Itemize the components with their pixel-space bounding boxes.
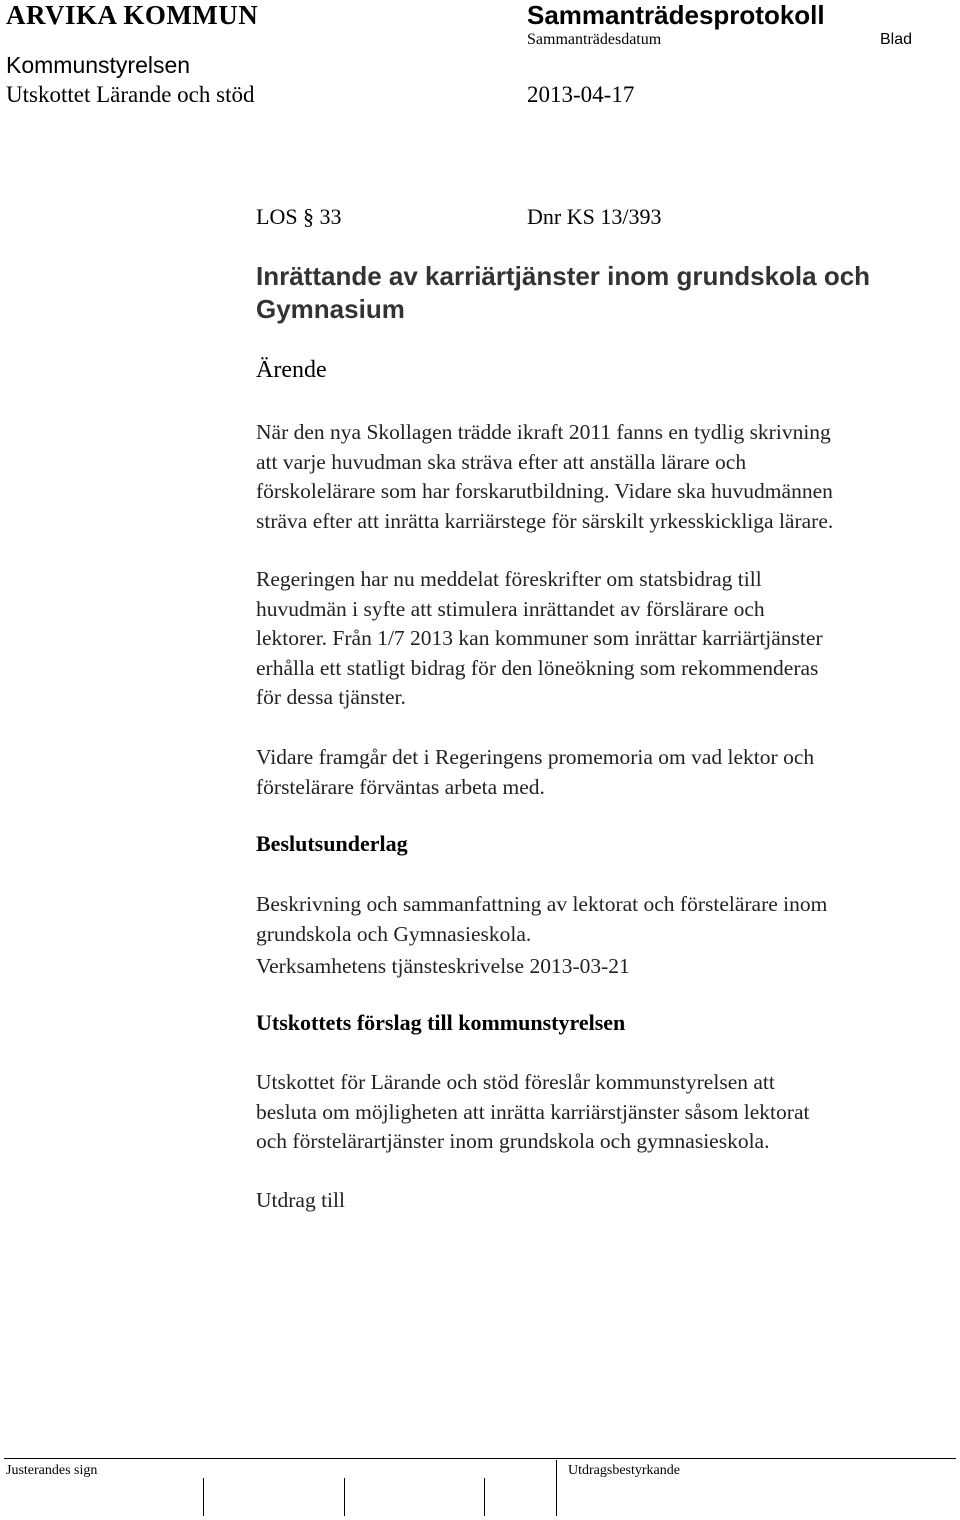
arende-paragraph-2 bbox=[256, 565, 956, 713]
beslutsunderlag-paragraph-1 bbox=[256, 890, 956, 949]
text-line: förskolelärare som har forskarutbildning. Vidare ska huvudmännen bbox=[256, 479, 833, 503]
signature-box-divider bbox=[203, 1478, 204, 1516]
text-line: Verksamhetens tjänsteskrivelse 2013-03-21 bbox=[256, 954, 630, 978]
text-line: förstelärare förväntas arbeta med. bbox=[256, 774, 545, 799]
text-line: för dessa tjänster. bbox=[256, 685, 406, 709]
text-line: att varje huvudman ska sträva efter att anställa lärare och bbox=[256, 449, 747, 474]
date-label: Sammanträdesdatum bbox=[527, 31, 662, 48]
certification-label: Utdragsbestyrkande bbox=[568, 1463, 680, 1478]
text-line: besluta om möjligheten att inrätta karriärstjänster såsom lektorat bbox=[256, 1099, 810, 1124]
case-title-line: Inrättande av karriärtjänster inom grundskola och bbox=[256, 261, 871, 291]
paragraph-reference: LOS § 33 bbox=[256, 204, 342, 229]
forslag-paragraph bbox=[256, 1068, 956, 1157]
committee-name: Utskottet Lärande och stöd bbox=[6, 82, 255, 107]
signature-box-divider bbox=[344, 1478, 345, 1516]
forslag-heading: Utskottets förslag till kommunstyrelsen bbox=[256, 1010, 626, 1035]
board-name: Kommunstyrelsen bbox=[6, 52, 191, 78]
arende-paragraph-1 bbox=[256, 418, 956, 536]
text-line: grundskola och Gymnasieskola. bbox=[256, 921, 532, 946]
case-title bbox=[256, 260, 870, 326]
text-line: lektorer. Från 1/7 2013 kan kommuner som inrättar karriärtjänster bbox=[256, 626, 823, 650]
arende-heading: Ärende bbox=[256, 357, 327, 383]
text-line: Beskrivning och sammanfattning av lektorat och förstelärare inom bbox=[256, 892, 828, 916]
utdrag-till bbox=[256, 1186, 956, 1216]
case-number: Dnr KS 13/393 bbox=[527, 204, 662, 229]
organization-name: ARVIKA KOMMUN bbox=[6, 0, 259, 30]
case-title-line: Gymnasium bbox=[256, 294, 405, 324]
text-line: huvudmän i syfte att stimulera inrättandet av förslärare och bbox=[256, 596, 765, 621]
beslutsunderlag-heading: Beslutsunderlag bbox=[256, 831, 408, 856]
arende-paragraph-3 bbox=[256, 743, 956, 802]
signature-label: Justerandes sign bbox=[6, 1463, 98, 1478]
signature-box-divider bbox=[484, 1478, 485, 1516]
meeting-date: 2013-04-17 bbox=[527, 82, 635, 107]
footer-divider bbox=[4, 1458, 956, 1459]
text-line: Utdrag till bbox=[256, 1188, 345, 1212]
text-line: När den nya Skollagen trädde ikraft 2011 fanns en tydlig skrivning bbox=[256, 420, 831, 444]
text-line: Regeringen har nu meddelat föreskrifter om statsbidrag till bbox=[256, 567, 762, 591]
footer-section-divider bbox=[556, 1460, 557, 1516]
text-line: och förstelärartjänster inom grundskola och gymnasieskola. bbox=[256, 1129, 770, 1153]
page-label: Blad bbox=[880, 31, 913, 48]
text-line: Utskottet för Lärande och stöd föreslår kommunstyrelsen att bbox=[256, 1070, 775, 1094]
document-type: Sammanträdesprotokoll bbox=[527, 0, 825, 30]
beslutsunderlag-paragraph-2 bbox=[256, 952, 956, 982]
text-line: Vidare framgår det i Regeringens promemoria om vad lektor och bbox=[256, 745, 815, 769]
text-line: sträva efter att inrätta karriärstege för särskilt yrkesskickliga lärare. bbox=[256, 508, 834, 533]
text-line: erhålla ett statligt bidrag för den löneökning som rekommenderas bbox=[256, 655, 819, 680]
